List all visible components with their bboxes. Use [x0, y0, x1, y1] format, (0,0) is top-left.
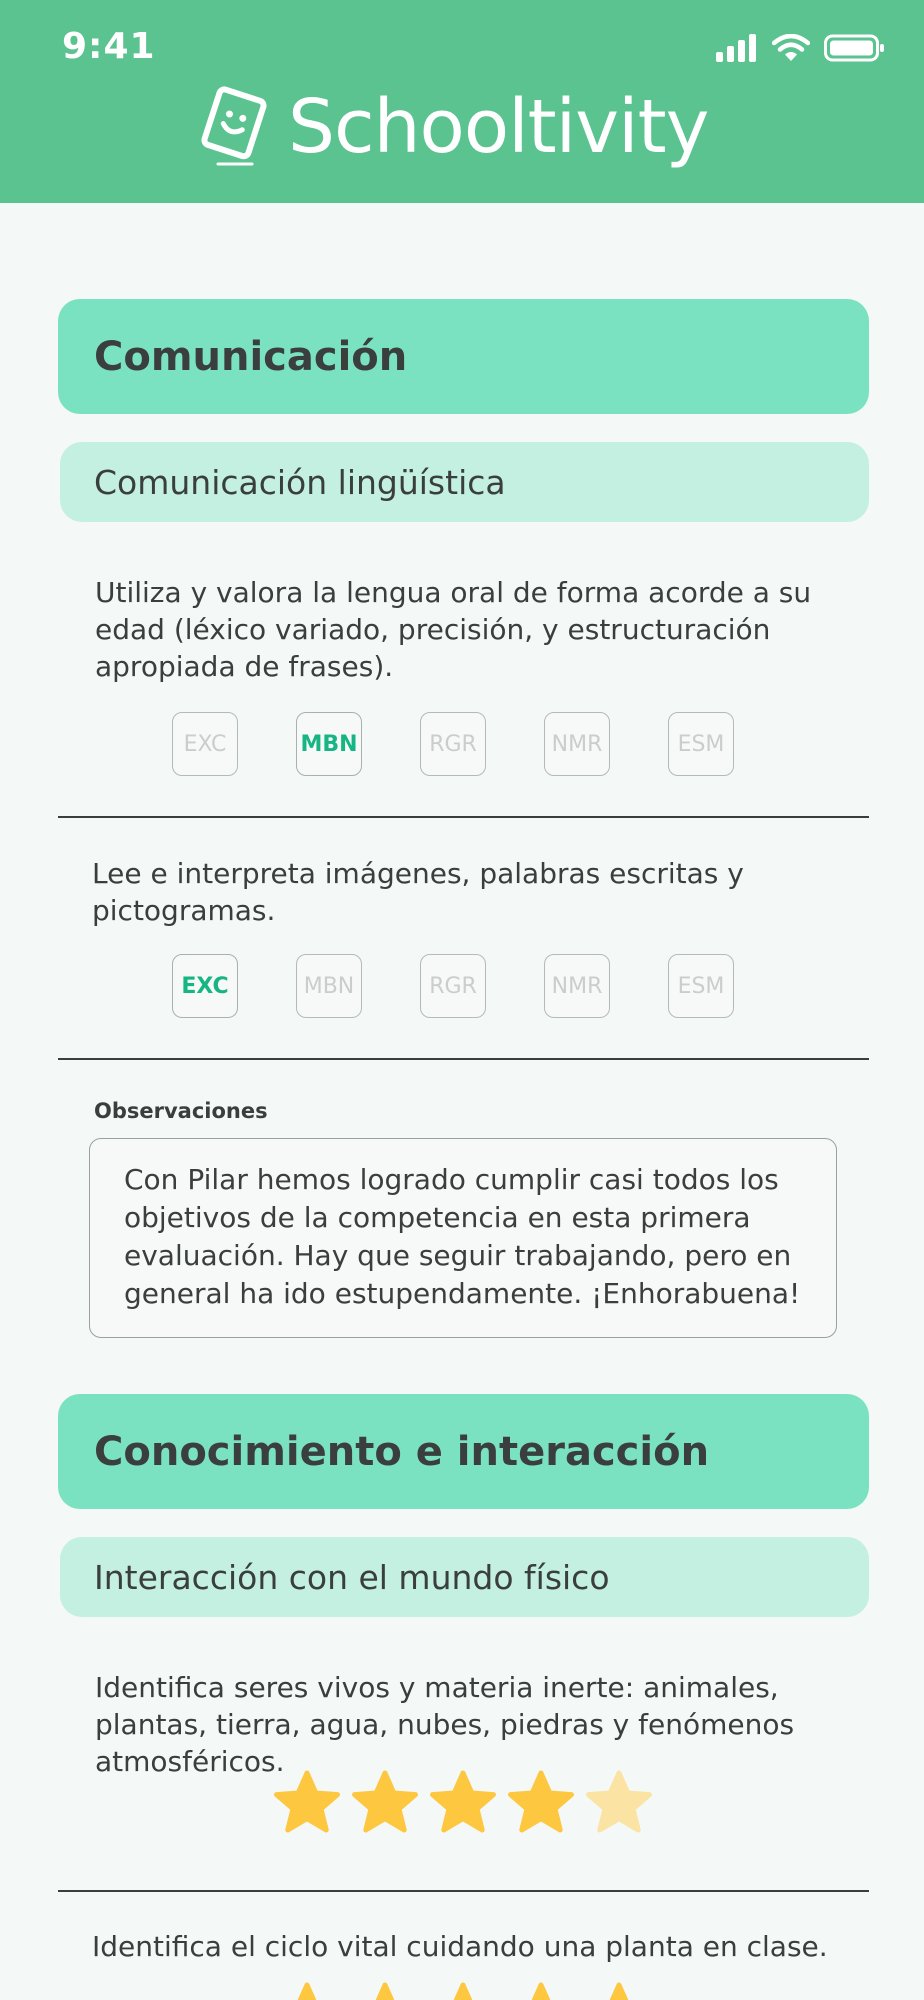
grade-option-mbn[interactable]: MBN [296, 712, 362, 776]
star-filled-icon[interactable] [428, 1981, 498, 2000]
criterion-text: Utiliza y valora la lengua oral de forma acorde a su edad (léxico variado, precisión, y estructuración apropiada de frases). [95, 576, 812, 683]
smiley-tablet-logo-icon [198, 86, 270, 168]
star-filled-icon[interactable] [506, 1769, 576, 1839]
grade-option-nmr[interactable]: NMR [544, 954, 610, 1018]
star-filled-icon[interactable] [584, 1981, 654, 2000]
divider [58, 816, 869, 818]
observations-field[interactable]: Con Pilar hemos logrado cumplir casi todos los objetivos de la competencia en esta primera evaluación. Hay que seguir trabajando, pero en general ha ido estupendamente. ¡Enhorabuena! [89, 1138, 837, 1338]
observations-label: Observaciones [94, 1099, 268, 1123]
battery-icon [824, 34, 886, 62]
star-rating[interactable] [272, 1769, 654, 1839]
section-header-conocimiento[interactable] [58, 1394, 869, 1509]
app-name: Schooltivity [288, 84, 709, 170]
grade-option-exc[interactable]: EXC [172, 712, 238, 776]
divider [58, 1890, 869, 1892]
subsection-title: Comunicación lingüística [94, 462, 506, 502]
grade-option-esm[interactable]: ESM [668, 712, 734, 776]
star-filled-icon[interactable] [350, 1769, 420, 1839]
subsection-header-mundo-fisico[interactable] [60, 1537, 869, 1617]
star-empty-icon[interactable] [584, 1769, 654, 1839]
wifi-icon [772, 34, 810, 62]
star-filled-icon[interactable] [272, 1769, 342, 1839]
star-filled-icon[interactable] [350, 1981, 420, 2000]
grade-selector [172, 712, 734, 776]
grade-option-nmr[interactable]: NMR [544, 712, 610, 776]
grade-option-exc[interactable]: EXC [172, 954, 238, 1018]
criterion-text: Identifica seres vivos y materia inerte: animales, plantas, tierra, agua, nubes, piedras y fenómenos atmosféricos. [95, 1671, 795, 1778]
star-filled-icon[interactable] [428, 1769, 498, 1839]
criterion-text: Lee e interpreta imágenes, palabras escritas y pictogramas. [92, 857, 744, 927]
status-time: 9:41 [62, 26, 156, 67]
signal-icon [716, 34, 758, 62]
app-header [0, 0, 924, 203]
star-filled-icon[interactable] [272, 1981, 342, 2000]
grade-option-rgr[interactable]: RGR [420, 954, 486, 1018]
grade-option-mbn[interactable]: MBN [296, 954, 362, 1018]
status-icons [716, 34, 886, 62]
section-title: Conocimiento e interacción [94, 1428, 710, 1475]
section-title: Comunicación [94, 333, 408, 380]
divider [58, 1058, 869, 1060]
subsection-header-linguistica[interactable] [60, 442, 869, 522]
grade-selector [172, 954, 734, 1018]
section-header-comunicacion[interactable] [58, 299, 869, 414]
app-brand [198, 86, 708, 168]
grade-option-esm[interactable]: ESM [668, 954, 734, 1018]
criterion-text: Identifica el ciclo vital cuidando una planta en clase. [92, 1930, 828, 1963]
subsection-title: Interacción con el mundo físico [94, 1557, 610, 1597]
star-filled-icon[interactable] [506, 1981, 576, 2000]
grade-option-rgr[interactable]: RGR [420, 712, 486, 776]
star-rating[interactable] [272, 1981, 654, 2000]
